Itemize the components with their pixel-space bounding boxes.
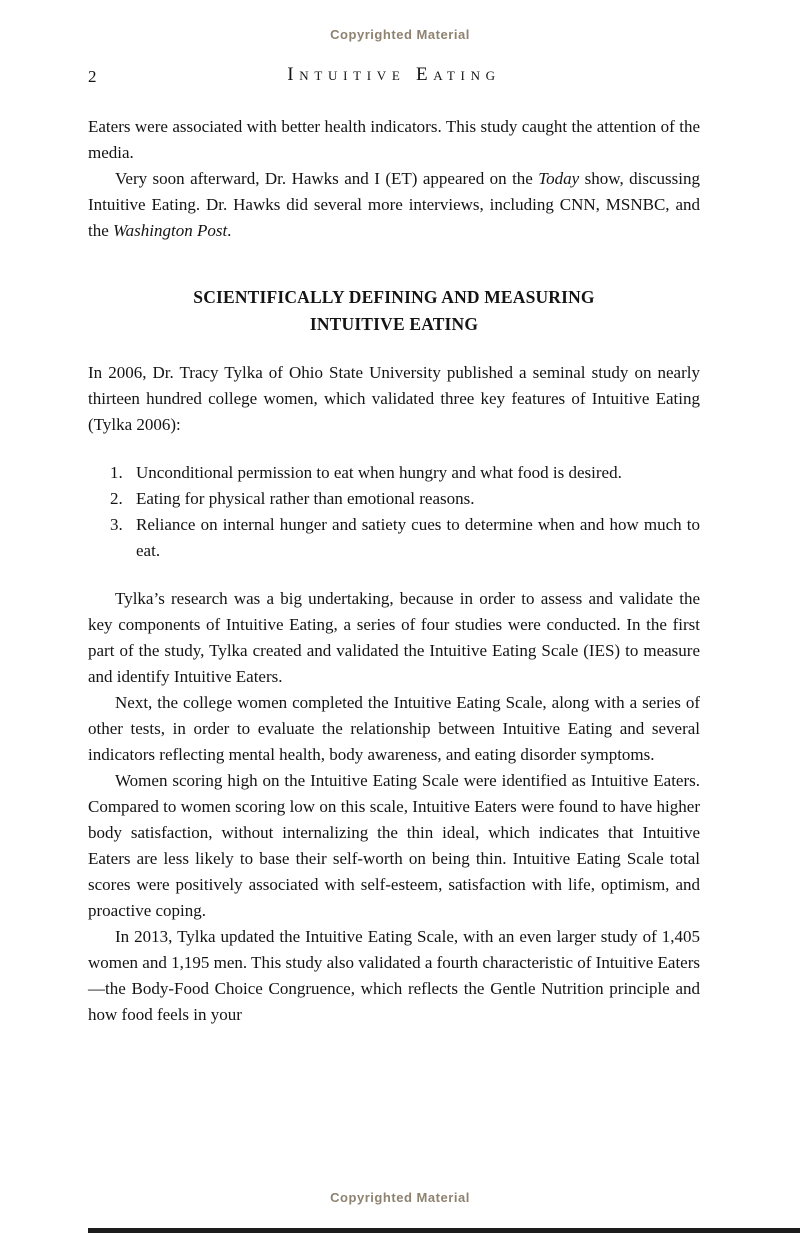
italic-text: Today (538, 169, 580, 188)
list-item-number: 3. (110, 515, 123, 534)
page-body (88, 114, 700, 1028)
text-run: In 2006, Dr. Tracy Tylka of Ohio State University published a seminal study on nearly thirteen hundred college women, which validated three key features of Intuitive Eating (Tylka 2006): (88, 363, 700, 434)
section-heading: SCIENTIFICALLY DEFINING AND MEASURING INTUITIVE EATING (193, 287, 595, 334)
list-item-number: 1. (110, 463, 123, 482)
italic-text: Washington Post (113, 221, 228, 240)
paragraph (88, 924, 700, 1028)
list-item-text: Unconditional permission to eat when hungry and what food is desired. (136, 463, 622, 482)
list-item (110, 486, 700, 512)
text-run: . (227, 221, 232, 240)
text-run: Tylka’s research was a big undertaking, because in order to assess and validate the key components of Intuitive Eating, a series of four studies were conducted. In the first part of the study, Tylka created and validated the Intuitive Eating Scale (IES) to measure and identify Intuitive Eaters. (88, 589, 700, 686)
text-run: Very soon afterward, Dr. Hawks and I (ET) appeared on the (115, 169, 539, 188)
paragraph (88, 166, 700, 244)
page-header (88, 64, 700, 92)
text-run: show, discussing Intuitive Eating. Dr. Hawks did several more interviews, including CNN, MSNBC, and the (88, 169, 700, 240)
page-number: 2 (88, 67, 97, 86)
text-run: Next, the college women completed the Intuitive Eating Scale, along with a series of other tests, in order to evaluate the relationship between Intuitive Eating and several indicators reflecting mental health, body awareness, and eating disorder symptoms. (88, 693, 700, 764)
paragraph (88, 586, 700, 690)
list-item (110, 460, 700, 486)
text-run: In 2013, Tylka updated the Intuitive Eating Scale, with an even larger study of 1,405 women and 1,195 men. This study also validated a fourth characteristic of Intuitive Eaters—the Body-Food Choice Congruence, which reflects the Gentle Nutrition principle and how food feels in your (88, 927, 700, 1024)
page-content (88, 64, 700, 1028)
list-item-text: Eating for physical rather than emotional reasons. (136, 489, 475, 508)
paragraph (88, 768, 700, 924)
paragraph (88, 690, 700, 768)
paragraph (88, 114, 700, 166)
text-run: Eaters were associated with better health indicators. This study caught the attention of the media. (88, 117, 700, 162)
list-item (110, 512, 700, 564)
list-item-text: Reliance on internal hunger and satiety cues to determine when and how much to eat. (136, 515, 700, 560)
paragraph (88, 360, 700, 438)
running-head: Intuitive Eating (287, 64, 501, 85)
copyright-notice-bottom: Copyrighted Material (330, 1190, 470, 1205)
list-item-number: 2. (110, 489, 123, 508)
next-page-edge (88, 1228, 800, 1233)
numbered-list (110, 460, 700, 564)
copyright-notice-top: Copyrighted Material (330, 27, 470, 42)
text-run: Women scoring high on the Intuitive Eating Scale were identified as Intuitive Eaters. Compared to women scoring low on this scale, Intuitive Eaters were found to have higher body satisfaction, without internalizing the thin ideal, which indicates that Intuitive Eaters are less likely to base their self-worth on being thin. Intuitive Eating Scale total scores were positively associated with self-esteem, satisfaction with life, optimism, and proactive coping. (88, 771, 700, 920)
